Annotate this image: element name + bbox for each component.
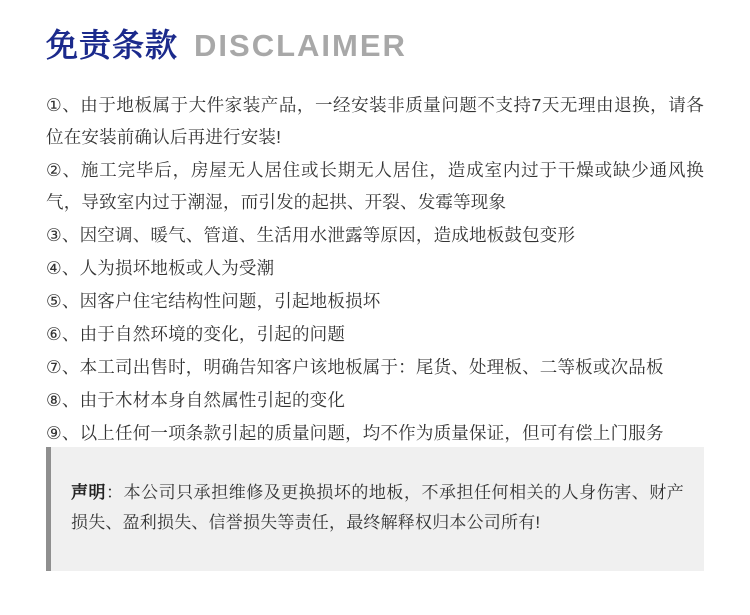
- statement-box: [46, 447, 704, 571]
- statement-label: 声明: [71, 483, 107, 502]
- page-title-en: DISCLAIMER: [194, 28, 407, 63]
- clause-item: ①、由于地板属于大件家装产品，一经安装非质量问题不支持7天无理由退换，请各位在安装前确认后再进行安装!: [46, 95, 704, 148]
- clause-item: ③、因空调、暖气、管道、生活用水泄露等原因，造成地板鼓包变形: [46, 225, 576, 246]
- clause-item: ⑧、由于木材本身自然属性引起的变化: [46, 390, 346, 411]
- clause-item: ⑥、由于自然环境的变化，引起的问题: [46, 324, 346, 345]
- clause-item: ⑨、以上任何一项条款引起的质量问题，均不作为质量保证，但可有偿上门服务: [46, 423, 664, 444]
- clause-item: ④、人为损坏地板或人为受潮: [46, 258, 275, 279]
- page-title-cn: 免责条款: [46, 27, 179, 63]
- clause-item: ⑦、本工司出售时，明确告知客户该地板属于：尾货、处理板、二等板或次品板: [46, 357, 664, 378]
- clause-item: ⑤、因客户住宅结构性问题，引起地板损坏: [46, 291, 381, 312]
- clause-item: ②、施工完毕后，房屋无人居住或长期无人居住，造成室内过于干燥或缺少通风换气，导致室内过于潮湿，而引发的起拱、开裂、发霉等现象: [46, 160, 704, 213]
- page-header: [46, 28, 704, 63]
- statement-separator: ：: [106, 483, 124, 502]
- statement-body: 本公司只承担维修及更换损坏的地板，不承担任何相关的人身伤害、财产损失、盈利损失、信誉损失等责任，最终解释权归本公司所有!: [71, 483, 684, 532]
- statement-text: [71, 478, 684, 538]
- clause-list: [46, 89, 704, 449]
